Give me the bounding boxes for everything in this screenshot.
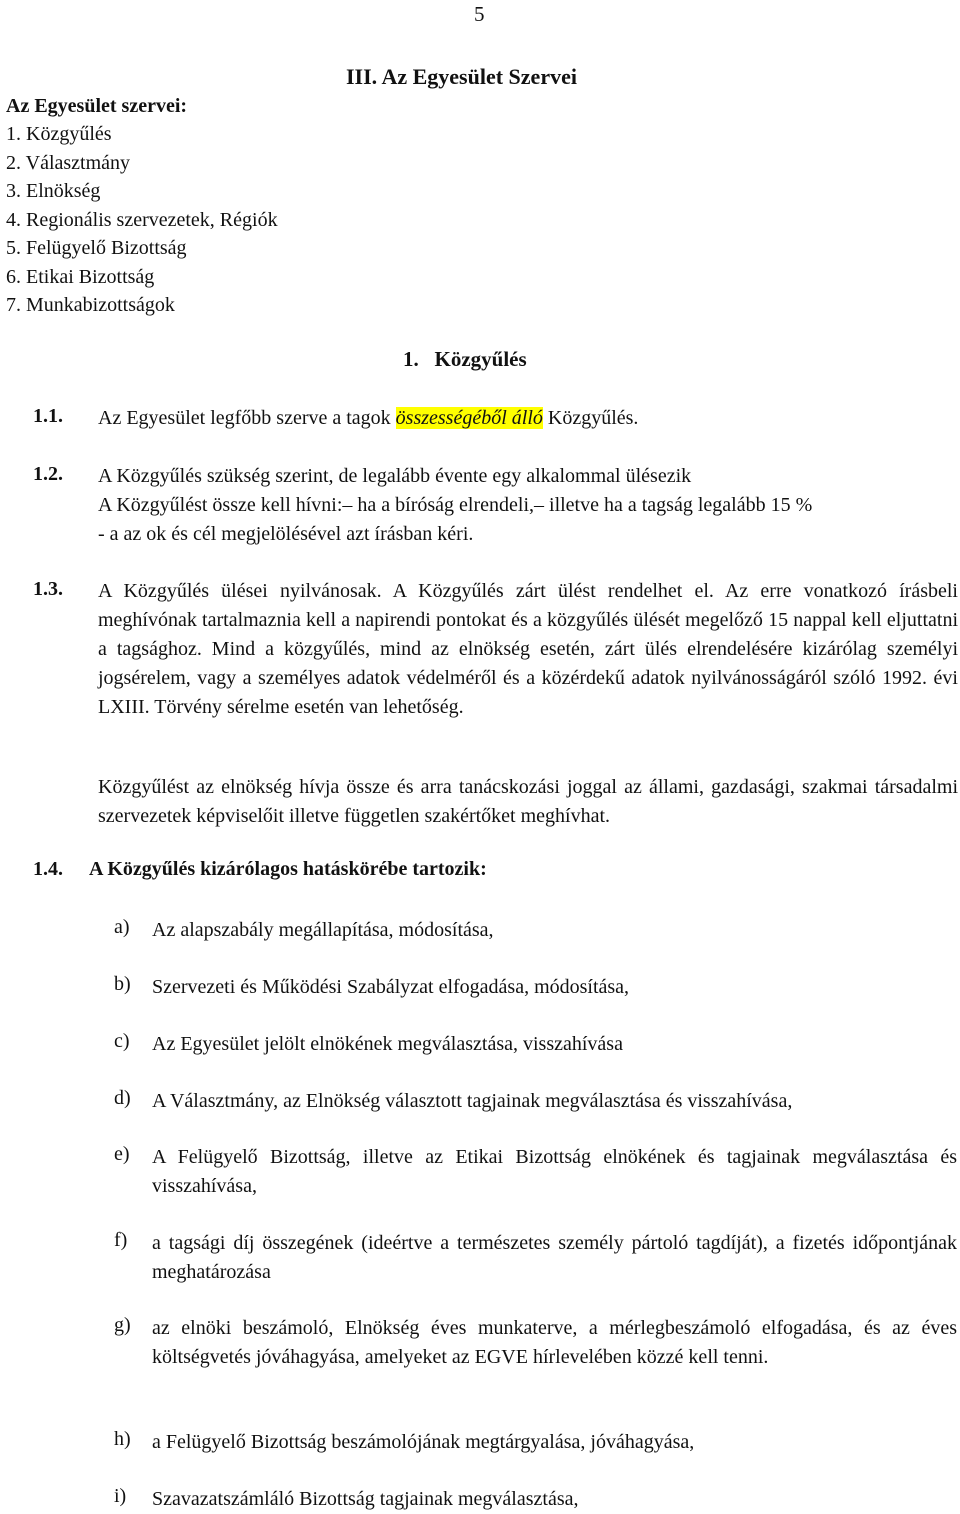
list-item-text: az elnöki beszámoló, Elnökség éves munkaterve, a mérlegbeszámoló elfogadása, és az éves költségvetés jóváhagyása, amelyeket az EGVE hírlevelében közzé kell tenni. xyxy=(152,1317,957,1368)
paragraph-number: 1.4. xyxy=(33,858,63,880)
list-item-text: Az Egyesület jelölt elnökének megválasztása, visszahívása xyxy=(152,1033,623,1055)
organ-item: 4. Regionális szervezetek, Régiók xyxy=(6,208,278,231)
list-item-letter: g) xyxy=(114,1314,131,1336)
list-item-text: A Választmány, az Elnökség választott tagjainak megválasztása és visszahívása, xyxy=(152,1090,793,1112)
paragraph-1-3: A Közgyűlés ülései nyilvánosak. A Közgyűlés zárt ülést rendelhet el. Az erre vonatkozó írásbeli meghívónak tartalmaznia kell a napirendi pontokat és a közgyűlés ülését megelőző 15 nappal kell eljuttatni a tagsághoz. Mind a közgyűlés, mind az elnökség esetén, zárt ülés elrendelésére kizárólag személyi jogsérelem, vagy a személyes adatok védelméről és a közérdekű adatok nyilvánosságáról szóló 1992. évi LXIII. Törvény sérelme esetén van lehetőség. xyxy=(98,580,958,718)
list-item-text: Szavazatszámláló Bizottság tagjainak megválasztása, xyxy=(152,1488,579,1510)
list-item-text: Az alapszabály megállapítása, módosítása, xyxy=(152,919,494,941)
paragraph-number: 1.2. xyxy=(33,463,63,485)
section-title: 1. Közgyűlés xyxy=(403,347,527,371)
paragraph-number: 1.3. xyxy=(33,578,63,600)
organ-item: 2. Választmány xyxy=(6,151,131,174)
paragraph-text: Az Egyesület legfőbb szerve a tagok xyxy=(98,407,396,429)
organ-item: 7. Munkabizottságok xyxy=(6,294,175,316)
organ-item: 6. Etikai Bizottság xyxy=(6,265,155,288)
paragraph-1-4-heading xyxy=(33,858,487,881)
paragraph-1-2-line2: A Közgyűlést össze kell hívni:– ha a bíróság elrendeli,– illetve ha a tagság legalább 15 % xyxy=(98,494,813,516)
paragraph-number: 1.1. xyxy=(33,405,63,427)
paragraph-1-3-continued: Közgyűlést az elnökség hívja össze és arra tanácskozási joggal az állami, gazdasági, szakmai társadalmi szervezetek képviselőit illetve független szakértőket meghívhat. xyxy=(98,776,958,827)
list-item-letter: d) xyxy=(114,1087,131,1109)
highlighted-text: összességéből álló xyxy=(395,407,543,429)
list-item-text: a Felügyelő Bizottság beszámolójának megtárgyalása, jóváhagyása, xyxy=(152,1431,695,1453)
paragraph-1-2-line3: - a az ok és cél megjelölésével azt írásban kéri. xyxy=(98,523,474,545)
paragraph-1-1 xyxy=(98,404,958,433)
organs-list xyxy=(6,120,278,320)
page-number: 5 xyxy=(474,2,485,26)
list-item-letter: h) xyxy=(114,1428,131,1450)
organs-heading: Az Egyesület szervei: xyxy=(6,95,188,117)
list-item-text: Szervezeti és Működési Szabályzat elfogadása, módosítása, xyxy=(152,976,630,998)
paragraph-text: Közgyűlés. xyxy=(542,407,639,429)
list-item-letter: c) xyxy=(114,1030,130,1052)
organ-item: 5. Felügyelő Bizottság xyxy=(6,237,187,259)
list-item-letter: e) xyxy=(114,1143,130,1165)
paragraph-1-2-line1: A Közgyűlés szükség szerint, de legalább évente egy alkalommal ülésezik xyxy=(98,465,692,487)
competence-heading: A Közgyűlés kizárólagos hatáskörébe tartozik: xyxy=(89,858,487,880)
list-item-text: A Felügyelő Bizottság, illetve az Etikai Bizottság elnökének és tagjainak megválasztása és visszahívása, xyxy=(152,1146,957,1197)
chapter-title: III. Az Egyesület Szervei xyxy=(346,64,577,89)
list-item-letter: a) xyxy=(114,916,130,938)
list-item-letter: b) xyxy=(114,973,131,995)
organ-item: 3. Elnökség xyxy=(6,180,101,202)
list-item-letter: i) xyxy=(114,1485,127,1507)
list-item-text: a tagsági díj összegének (ideértve a természetes személy pártoló tagdíját), a fizetés időpontjának meghatározása xyxy=(152,1232,957,1283)
organ-item: 1. Közgyűlés xyxy=(6,123,112,145)
list-item-letter: f) xyxy=(114,1229,128,1251)
